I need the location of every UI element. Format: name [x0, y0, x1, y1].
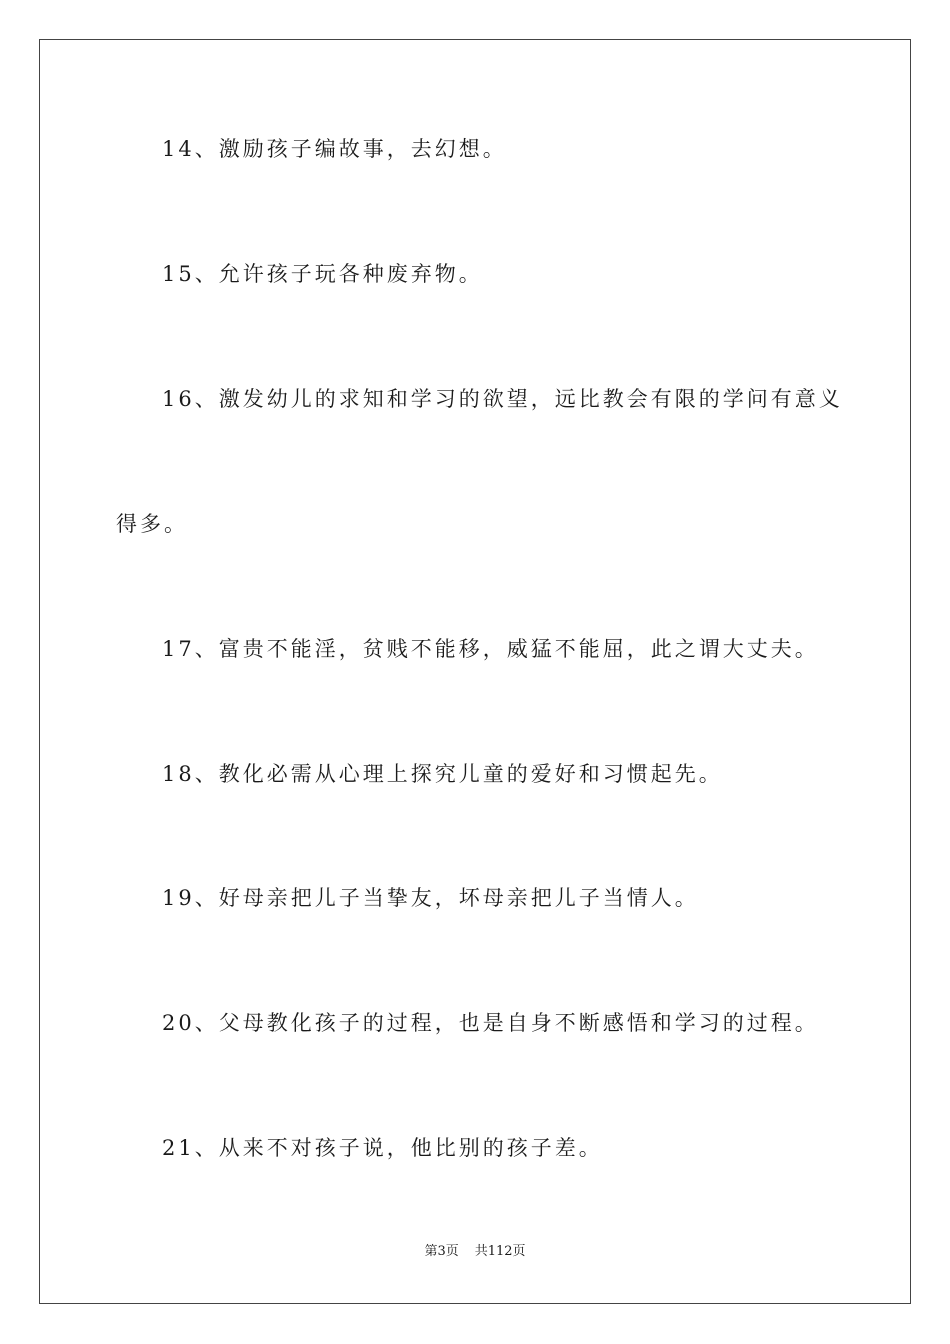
paragraph-14: 14、激励孩子编故事，去幻想。: [162, 137, 507, 161]
paragraph-16-continuation: 得多。: [116, 512, 188, 536]
page-border: [39, 39, 911, 1304]
page-footer: [0, 1243, 950, 1261]
paragraph-20: 20、父母教化孩子的过程，也是自身不断感悟和学习的过程。: [162, 1011, 819, 1035]
paragraph-15: 15、允许孩子玩各种废弃物。: [162, 262, 483, 286]
paragraph-18: 18、教化必需从心理上探究儿童的爱好和习惯起先。: [162, 762, 723, 786]
paragraph-21: 21、从来不对孩子说，他比别的孩子差。: [162, 1136, 603, 1160]
paragraph-19: 19、好母亲把儿子当挚友，坏母亲把儿子当情人。: [162, 886, 699, 910]
paragraph-17: 17、富贵不能淫，贫贱不能移，威猛不能屈，此之谓大丈夫。: [162, 637, 819, 661]
total-pages-label: 共112页: [474, 1244, 526, 1259]
current-page-label: 第3页: [424, 1244, 459, 1259]
paragraph-16: 16、激发幼儿的求知和学习的欲望，远比教会有限的学问有意义: [162, 387, 843, 411]
